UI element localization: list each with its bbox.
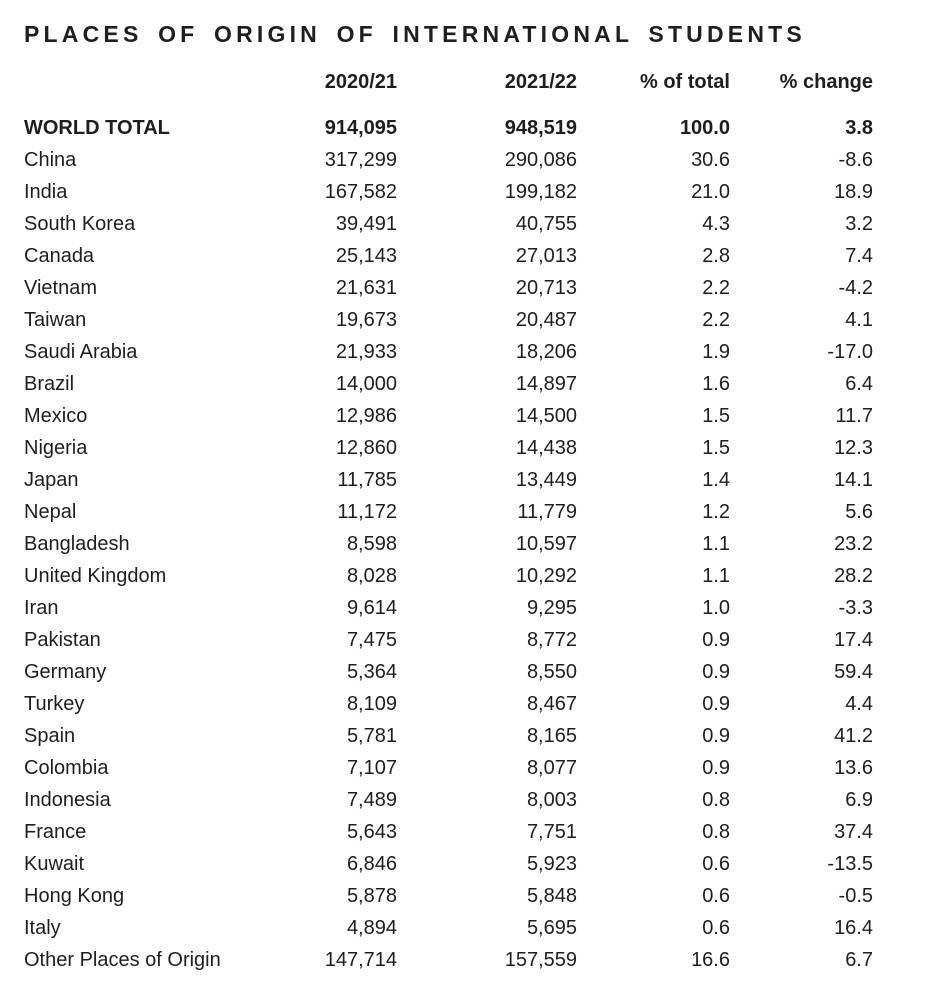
row-value: 0.6: [702, 853, 730, 875]
row-value: 14.1: [834, 469, 873, 491]
row-value: 1.4: [702, 469, 730, 491]
table-row: [24, 912, 873, 944]
row-value: 59.4: [834, 661, 873, 683]
row-label: Hong Kong: [24, 885, 125, 907]
row-value: 11,779: [517, 501, 577, 523]
row-value: 20,713: [515, 277, 577, 299]
row-label: Kuwait: [24, 853, 85, 875]
table-row: [24, 528, 873, 560]
row-value: 5,923: [526, 853, 577, 875]
row-value: 5,643: [346, 821, 397, 843]
column-header-2021-22: 2021/22: [504, 71, 577, 93]
row-value: 914,095: [324, 117, 397, 139]
row-label: Germany: [24, 661, 107, 683]
row-value: 0.8: [702, 789, 730, 811]
row-label: Colombia: [24, 757, 109, 779]
row-value: 23.2: [834, 533, 873, 555]
row-value: 4.1: [845, 309, 873, 331]
row-value: 0.9: [702, 629, 730, 651]
row-value: 1.1: [702, 565, 730, 587]
row-value: 12.3: [834, 437, 873, 459]
row-value: 0.8: [702, 821, 730, 843]
table-row: [24, 400, 873, 432]
row-value: 39,491: [335, 213, 397, 235]
row-value: 0.9: [702, 757, 730, 779]
row-value: 8,772: [526, 629, 577, 651]
table-row: [24, 656, 873, 688]
row-value: 7,475: [346, 629, 397, 651]
row-value: 8,028: [346, 565, 397, 587]
row-value: 11,172: [337, 501, 397, 523]
row-value: 30.6: [691, 149, 730, 171]
row-value: 6.7: [845, 949, 873, 971]
row-value: 7,489: [346, 789, 397, 811]
table-row: [24, 784, 873, 816]
row-value: 19,673: [335, 309, 397, 331]
row-label: Vietnam: [24, 277, 98, 299]
row-value: 4.4: [845, 693, 873, 715]
table-row: [24, 752, 873, 784]
row-value: -13.5: [827, 853, 873, 875]
table-row: [24, 688, 873, 720]
row-value: 14,500: [515, 405, 577, 427]
row-value: 18,206: [515, 341, 577, 363]
row-label: Spain: [24, 725, 76, 747]
table-row: [24, 240, 873, 272]
row-value: 40,755: [515, 213, 577, 235]
row-value: 290,086: [504, 149, 577, 171]
row-value: 8,467: [526, 693, 577, 715]
table-body: [24, 112, 873, 976]
table-row: [24, 496, 873, 528]
row-value: 9,614: [346, 597, 397, 619]
table-row: [24, 208, 873, 240]
row-value: 41.2: [834, 725, 873, 747]
column-header-pct-of-total: % of total: [640, 71, 730, 93]
table-row: [24, 720, 873, 752]
row-value: 10,597: [515, 533, 577, 555]
row-value: 14,438: [515, 437, 577, 459]
table-row: [24, 944, 873, 976]
row-value: 14,897: [515, 373, 577, 395]
row-value: 25,143: [335, 245, 397, 267]
row-value: 1.5: [702, 405, 730, 427]
table-row: [24, 432, 873, 464]
row-value: -4.2: [838, 277, 873, 299]
row-value: 1.6: [702, 373, 730, 395]
row-label: Canada: [24, 245, 95, 267]
row-value: 5,878: [346, 885, 397, 907]
table-row: [24, 560, 873, 592]
row-value: 11,785: [337, 469, 397, 491]
row-value: 12,860: [335, 437, 397, 459]
row-value: 7,107: [346, 757, 397, 779]
row-value: 5,781: [346, 725, 397, 747]
row-label: Saudi Arabia: [24, 341, 138, 363]
row-value: 7.4: [845, 245, 873, 267]
column-header-2020-21: 2020/21: [324, 71, 397, 93]
row-label: Other Places of Origin: [24, 949, 221, 971]
row-value: 157,559: [504, 949, 577, 971]
row-label: China: [24, 149, 77, 171]
table-row: [24, 144, 873, 176]
row-value: 37.4: [834, 821, 873, 843]
row-value: 3.8: [845, 117, 873, 139]
table-header-row: [24, 66, 873, 112]
row-value: 1.1: [702, 533, 730, 555]
row-value: 4.3: [702, 213, 730, 235]
row-value: 6.4: [845, 373, 873, 395]
row-value: 8,109: [346, 693, 397, 715]
row-value: 8,077: [526, 757, 577, 779]
page-title: PLACES OF ORIGIN OF INTERNATIONAL STUDENTS: [24, 21, 806, 47]
row-label: Nepal: [24, 501, 77, 523]
row-value: -0.5: [838, 885, 873, 907]
row-value: 948,519: [504, 117, 577, 139]
row-label: Taiwan: [24, 309, 87, 331]
row-value: 20,487: [515, 309, 577, 331]
row-value: 11.7: [835, 405, 873, 427]
row-value: 27,013: [515, 245, 577, 267]
row-value: -17.0: [827, 341, 873, 363]
row-value: 16.4: [834, 917, 873, 939]
row-value: 8,550: [526, 661, 577, 683]
row-value: 317,299: [324, 149, 397, 171]
column-header-place: [24, 66, 244, 112]
row-value: 199,182: [504, 181, 577, 203]
row-label: United Kingdom: [24, 565, 167, 587]
row-value: 21,631: [335, 277, 397, 299]
row-value: -8.6: [838, 149, 873, 171]
column-header-pct-change: % change: [779, 71, 873, 93]
row-value: 0.6: [702, 885, 730, 907]
row-label: Turkey: [24, 693, 85, 715]
table-row: [24, 816, 873, 848]
table-header: [24, 66, 873, 112]
table-row: [24, 464, 873, 496]
row-value: 7,751: [526, 821, 577, 843]
row-value: 0.6: [702, 917, 730, 939]
row-label: Pakistan: [24, 629, 101, 651]
table-row: [24, 272, 873, 304]
row-label: India: [24, 181, 68, 203]
table-row: [24, 112, 873, 144]
row-value: 6.9: [845, 789, 873, 811]
row-label: Brazil: [24, 373, 75, 395]
table-row: [24, 592, 873, 624]
row-value: 8,003: [526, 789, 577, 811]
row-value: 2.8: [702, 245, 730, 267]
row-value: 4,894: [346, 917, 397, 939]
row-label: South Korea: [24, 213, 136, 235]
row-label: France: [24, 821, 87, 843]
row-value: 1.9: [702, 341, 730, 363]
row-value: 21.0: [691, 181, 730, 203]
row-value: 167,582: [324, 181, 397, 203]
row-label: Indonesia: [24, 789, 111, 811]
row-value: 5,695: [526, 917, 577, 939]
row-value: 5.6: [845, 501, 873, 523]
row-label: Italy: [24, 917, 61, 939]
row-value: 17.4: [834, 629, 873, 651]
table-row: [24, 176, 873, 208]
row-value: 5,364: [346, 661, 397, 683]
row-value: 0.9: [702, 661, 730, 683]
row-label: Iran: [24, 597, 59, 619]
row-value: 13.6: [834, 757, 873, 779]
row-label: Nigeria: [24, 437, 88, 459]
table-row: [24, 848, 873, 880]
row-value: 100.0: [679, 117, 730, 139]
places-of-origin-table: [24, 66, 873, 976]
row-value: 5,848: [526, 885, 577, 907]
row-value: 21,933: [335, 341, 397, 363]
row-value: 1.2: [702, 501, 730, 523]
row-value: 0.9: [702, 693, 730, 715]
table-row: [24, 368, 873, 400]
row-value: 2.2: [702, 277, 730, 299]
row-label: Bangladesh: [24, 533, 130, 555]
row-value: 18.9: [834, 181, 873, 203]
row-label: WORLD TOTAL: [24, 117, 170, 139]
row-value: 16.6: [691, 949, 730, 971]
table-row: [24, 624, 873, 656]
row-value: 2.2: [702, 309, 730, 331]
row-value: 28.2: [834, 565, 873, 587]
row-value: 14,000: [335, 373, 397, 395]
row-value: 1.0: [702, 597, 730, 619]
row-value: 3.2: [845, 213, 873, 235]
row-value: 6,846: [346, 853, 397, 875]
row-value: 1.5: [702, 437, 730, 459]
table-row: [24, 304, 873, 336]
row-value: 9,295: [526, 597, 577, 619]
row-value: 10,292: [515, 565, 577, 587]
table-row: [24, 880, 873, 912]
row-value: 12,986: [335, 405, 397, 427]
row-value: 0.9: [702, 725, 730, 747]
row-value: 8,598: [346, 533, 397, 555]
row-label: Mexico: [24, 405, 88, 427]
row-value: 147,714: [324, 949, 397, 971]
row-value: -3.3: [838, 597, 873, 619]
row-value: 8,165: [526, 725, 577, 747]
row-value: 13,449: [515, 469, 577, 491]
table-row: [24, 336, 873, 368]
row-label: Japan: [24, 469, 79, 491]
